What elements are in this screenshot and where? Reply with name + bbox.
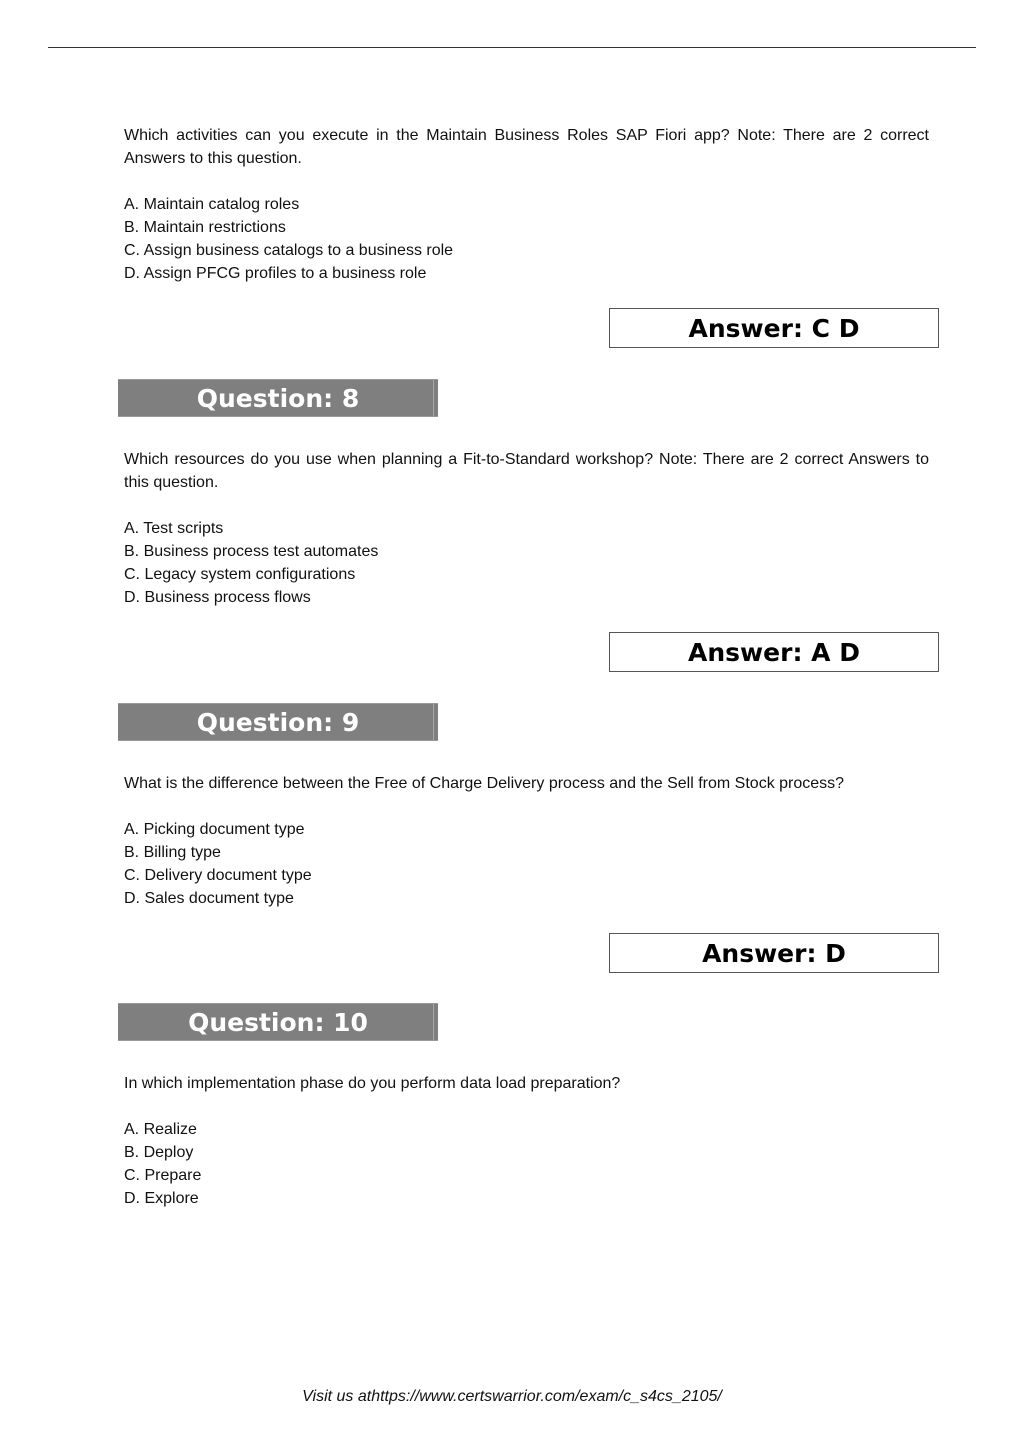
- options-list: [124, 818, 929, 910]
- option-b: B. Business process test automates: [124, 543, 379, 560]
- option-b: B. Deploy: [124, 1144, 194, 1161]
- option-c: C. Prepare: [124, 1167, 202, 1184]
- top-divider: [48, 47, 976, 48]
- question-8-block: [124, 448, 929, 609]
- question-header: Question: 9: [118, 703, 438, 741]
- answer-box: Answer: D: [609, 933, 939, 973]
- option-c: C. Assign business catalogs to a business role: [124, 242, 454, 259]
- question-10-block: [124, 1072, 929, 1210]
- options-list: [124, 517, 929, 609]
- option-a: A. Test scripts: [124, 520, 224, 537]
- question-text: What is the difference between the Free of Charge Delivery process and the Sell from Stock process?: [124, 775, 845, 792]
- option-c: C. Legacy system configurations: [124, 566, 356, 583]
- footer-link[interactable]: Visit us athttps://www.certswarrior.com/exam/c_s4cs_2105/: [302, 1388, 722, 1405]
- option-b: B. Billing type: [124, 844, 221, 861]
- option-a: A. Picking document type: [124, 821, 305, 838]
- options-list: [124, 1118, 929, 1210]
- option-a: A. Realize: [124, 1121, 197, 1138]
- option-d: D. Assign PFCG profiles to a business role: [124, 265, 427, 282]
- question-text: Which resources do you use when planning a Fit-to-Standard workshop? Note: There are 2 correct Answers to this question.: [124, 451, 929, 491]
- option-b: B. Maintain restrictions: [124, 219, 286, 236]
- answer-box: Answer: C D: [609, 308, 939, 348]
- option-d: D. Explore: [124, 1190, 199, 1207]
- question-header: Question: 10: [118, 1003, 438, 1041]
- option-d: D. Sales document type: [124, 890, 294, 907]
- option-a: A. Maintain catalog roles: [124, 196, 300, 213]
- question-7-block: [124, 124, 929, 285]
- question-text: Which activities can you execute in the Maintain Business Roles SAP Fiori app? Note: There are 2 correct Answers to this question.: [124, 127, 929, 167]
- question-header: Question: 8: [118, 379, 438, 417]
- option-d: D. Business process flows: [124, 589, 311, 606]
- options-list: [124, 193, 929, 285]
- question-9-block: [124, 772, 929, 910]
- answer-box: Answer: A D: [609, 632, 939, 672]
- question-text: In which implementation phase do you perform data load preparation?: [124, 1075, 621, 1092]
- option-c: C. Delivery document type: [124, 867, 312, 884]
